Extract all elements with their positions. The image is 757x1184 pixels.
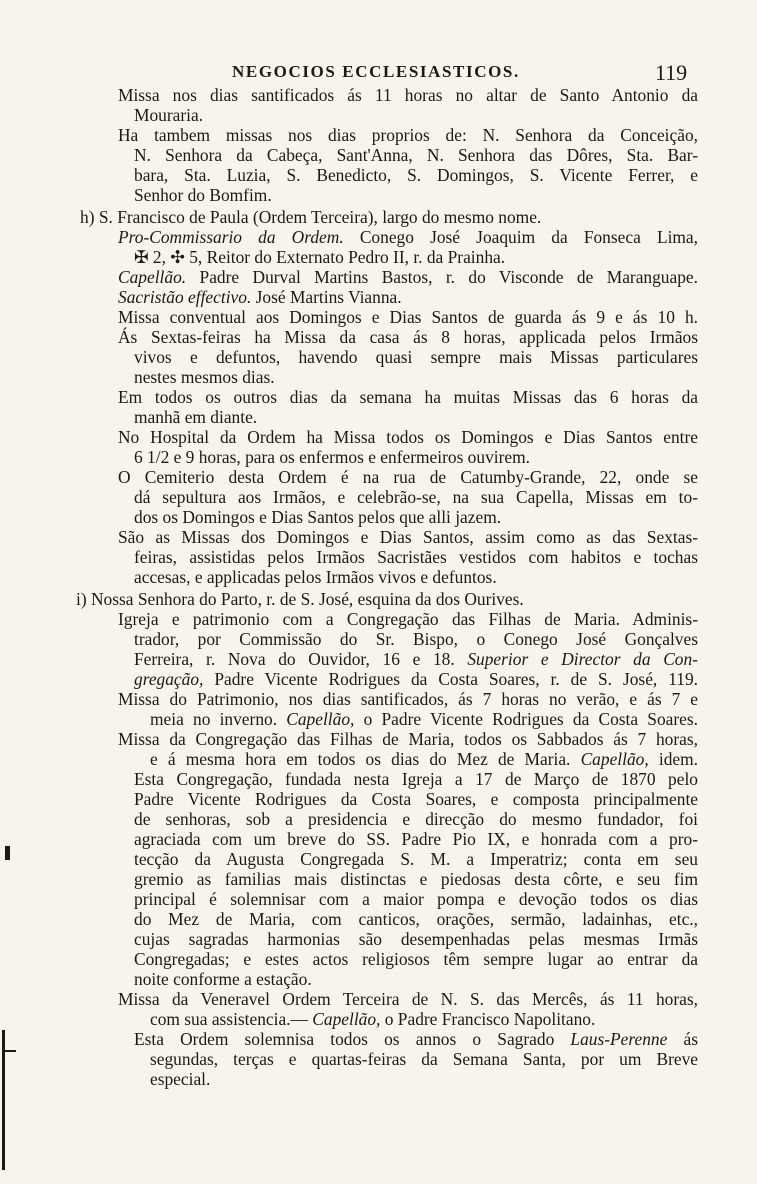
text-line: segundas, terças e quartas-feiras da Semana Santa, por um Breve	[150, 1049, 698, 1069]
italic-run: Capellão,	[286, 709, 355, 729]
text-line: Sacristão effectivo. José Martins Vianna.	[118, 287, 402, 307]
text-line: Capellão. Padre Durval Martins Bastos, r. do Visconde de Maranguape.	[118, 267, 698, 287]
text-line: vivos e defuntos, havendo quasi sempre mais Missas particulares	[134, 347, 698, 367]
italic-run: Capellão.	[118, 267, 187, 287]
text-line: Missa nos dias santificados ás 11 horas no altar de Santo Antonio da	[118, 85, 698, 105]
text-line: meia no inverno. Capellão, o Padre Vicente Rodrigues da Costa Soares.	[150, 709, 699, 729]
italic-run: Sacristão effectivo.	[118, 287, 252, 307]
running-header	[0, 60, 757, 88]
text-line: noite conforme a estação.	[134, 969, 312, 989]
text-line: ✠ 2, ✣ 5, Reitor do Externato Pedro II, r. da Prainha.	[134, 247, 506, 267]
text-line: Pro-Commissario da Ordem. Conego José Joaquim da Fonseca Lima,	[118, 227, 698, 247]
text-line: bara, Sta. Luzia, S. Benedicto, S. Domingos, S. Vicente Ferrer, e	[134, 165, 698, 185]
italic-run: Superior e Director da Con-	[467, 649, 698, 669]
text-line: São as Missas dos Domingos e Dias Santos, assim como as das Sextas-	[118, 527, 698, 547]
text-line: accesas, e applicadas pelos Irmãos vivos e defuntos.	[134, 567, 497, 587]
text-line: Igreja e patrimonio com a Congregação das Filhas de Maria. Adminis-	[118, 609, 698, 629]
text-line: Esta Congregação, fundada nesta Igreja a 17 de Março de 1870 pelo	[134, 769, 698, 789]
text-line: Padre Vicente Rodrigues da Costa Soares, e composta principalmente	[134, 789, 698, 809]
text-line: trador, por Commissão do Sr. Bispo, o Conego José Gonçalves	[134, 629, 698, 649]
text-line: dos os Domingos e Dias Santos pelos que alli jazem.	[134, 507, 502, 527]
text-line: Em todos os outros dias da semana ha muitas Missas das 6 horas da	[118, 387, 698, 407]
text-line: Senhor do Bomfim.	[134, 185, 272, 205]
text-line: tecção da Augusta Congregada S. M. a Imperatriz; conta em seu	[134, 849, 698, 869]
text-line: gremio as familias mais distinctas e piedosas desta côrte, e seu fim	[134, 869, 698, 889]
italic-run: Capellão,	[580, 749, 649, 769]
text-line: Congregadas; e estes actos religiosos têm sempre lugar ao entrar da	[134, 949, 698, 969]
text-line: Missa da Veneravel Ordem Terceira de N. S. das Mercês, ás 11 horas,	[118, 989, 698, 1009]
text-line: N. Senhora da Cabeça, Sant'Anna, N. Senhora das Dôres, Sta. Bar-	[134, 145, 698, 165]
text-line: Missa conventual aos Domingos e Dias Santos de guarda ás 9 e ás 10 h.	[118, 307, 698, 327]
margin-bracket-tick	[2, 1050, 16, 1052]
text-line: de senhoras, sob a presidencia e direcção do mesmo fundador, foi	[134, 809, 698, 829]
italic-run: Capellão,	[312, 1009, 381, 1029]
italic-run: Pro-Commissario da Ordem.	[118, 227, 344, 247]
italic-run: gregação,	[134, 669, 204, 689]
text-line: Missa da Congregação das Filhas de Maria, todos os Sabbados ás 7 horas,	[118, 729, 698, 749]
text-line: principal é solemnisar com a maior pompa e devoção todos os dias	[134, 889, 698, 909]
text-line: cujas sagradas harmonias são desempenhadas pelas mesmas Irmãs	[134, 929, 698, 949]
text-line: gregação, Padre Vicente Rodrigues da Costa Soares, r. de S. José, 119.	[134, 669, 698, 689]
text-line: h) S. Francisco de Paula (Ordem Terceira), largo do mesmo nome.	[80, 207, 542, 227]
text-line: Mouraria.	[134, 105, 204, 125]
italic-run: Laus-Perenne	[570, 1029, 668, 1049]
text-line: do Mez de Maria, com canticos, orações, sermão, ladainhas, etc.,	[134, 909, 698, 929]
text-line: e á mesma hora em todos os dias do Mez de Maria. Capellão, idem.	[150, 749, 698, 769]
margin-bullet-mark	[5, 846, 10, 860]
text-line: Ha tambem missas nos dias proprios de: N. Senhora da Conceição,	[118, 125, 698, 145]
text-line: Ás Sextas-feiras ha Missa da casa ás 8 horas, applicada pelos Irmãos	[118, 327, 698, 347]
text-line: com sua assistencia.— Capellão, o Padre Francisco Napolitano.	[150, 1009, 596, 1029]
text-line: feiras, assistidas pelos Irmãos Sacristães vestidos com habitos e tochas	[134, 547, 698, 567]
text-line: manhã em diante.	[134, 407, 258, 427]
text-line: nestes mesmos dias.	[134, 367, 275, 387]
text-line: Ferreira, r. Nova do Ouvidor, 16 e 18. Superior e Director da Con-	[134, 649, 698, 669]
text-line: i) Nossa Senhora do Parto, r. de S. José, esquina da dos Ourives.	[76, 589, 524, 609]
text-line: Esta Ordem solemnisa todos os annos o Sagrado Laus-Perenne ás	[134, 1029, 698, 1049]
text-line: O Cemiterio desta Ordem é na rua de Catumby-Grande, 22, onde se	[118, 467, 698, 487]
page-number: 119	[655, 60, 688, 85]
text-line: agraciada com um breve do SS. Padre Pio IX, e honrada com a pro-	[134, 829, 698, 849]
text-line: dá sepultura aos Irmãos, e celebrão-se, na sua Capella, Missas em to-	[134, 487, 698, 507]
text-line: Missa do Patrimonio, nos dias santificados, ás 7 horas no verão, e ás 7 e	[118, 689, 698, 709]
text-line: 6 1/2 e 9 horas, para os enfermos e enfermeiros ouvirem.	[134, 447, 530, 467]
text-line: No Hospital da Ordem ha Missa todos os Domingos e Dias Santos entre	[118, 427, 698, 447]
header-title: NEGOCIOS ECCLESIASTICOS.	[232, 62, 520, 81]
text-line: especial.	[150, 1069, 211, 1089]
